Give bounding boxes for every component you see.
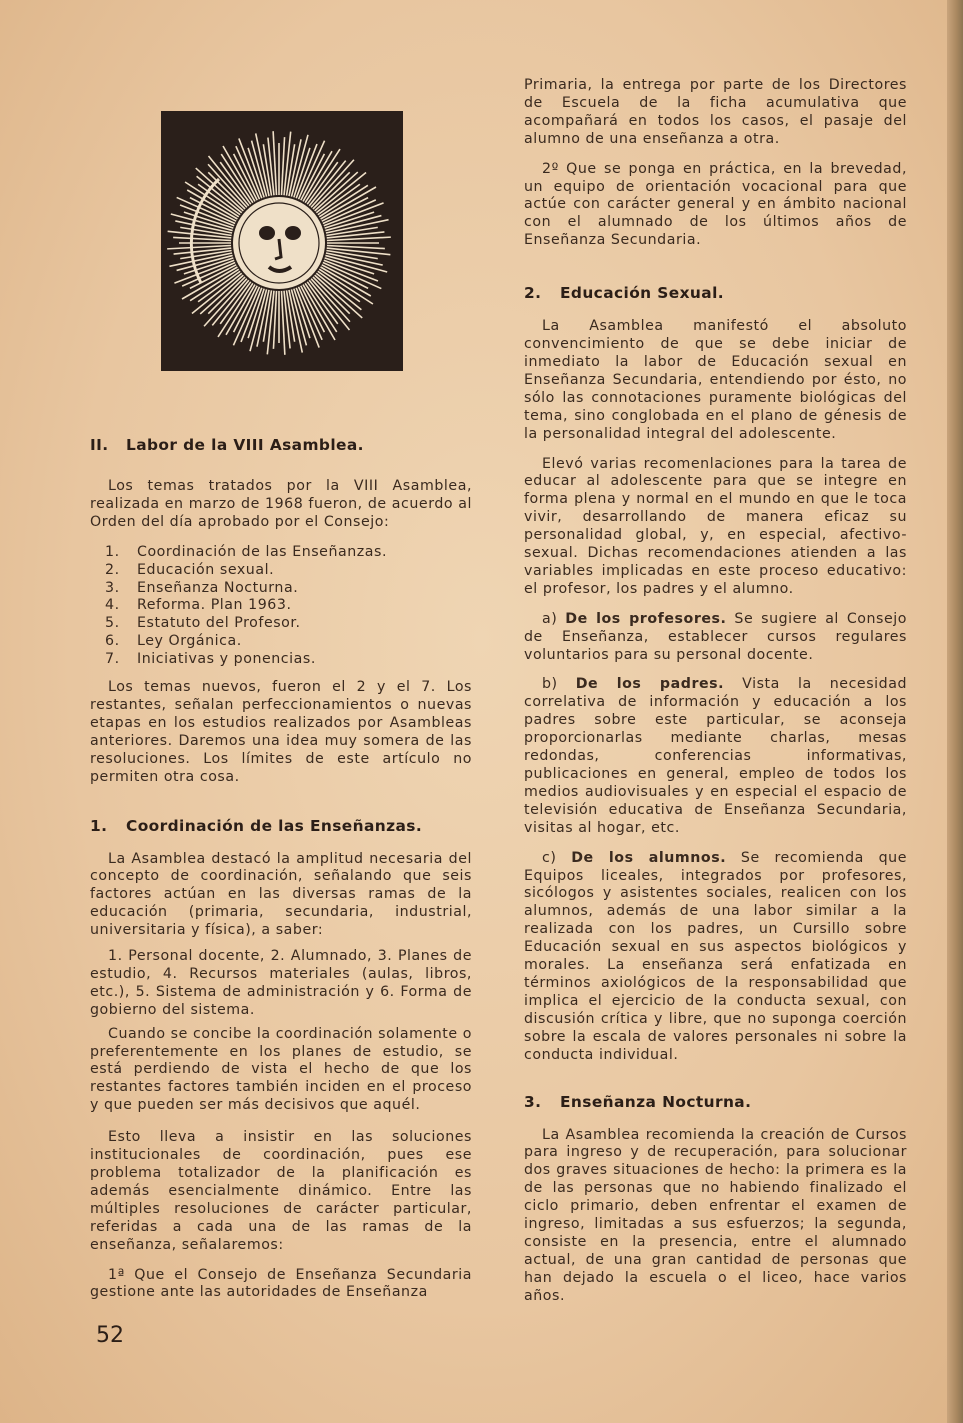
section-heading-1: 1. Coordinación de las Enseñanzas. — [90, 816, 423, 835]
paragraph-c: c) De los alumnos. Se recomienda que Equipos liceales, integrados por profesores, sicólogos y asistentes sociales, realicen con los alumnos, además de una labor similar a la realizada con los padres, un Cursillo sobre Educación sexual en sus aspectos biológicos y morales. La enseñanza será enfatizada en términos axiológicos de la responsabilidad que implica el ejercicio de la conducta sexual, con discusión crítica y libre, que no suponga coerción sobre la escala de valores personales ni sobre la conducta individual. — [524, 849, 907, 1063]
paragraph-a: a) De los profesores. Se sugiere al Consejo de Enseñanza, establecer cursos regulares voluntarios para su personal docente. — [524, 610, 907, 663]
list-item: 3. Enseñanza Nocturna. — [105, 579, 299, 596]
paragraph: Esto lleva a insistir en las soluciones institucionales de coordinación, pues ese problema totalizador de la planificación es además esencialmente dinámico. Entre las múltiples resoluciones de carácter particular, referidas a cada una de las ramas de la enseñanza, señalaremos: — [90, 1129, 472, 1253]
section-heading-ii — [90, 436, 472, 454]
page-edge — [947, 0, 963, 1423]
heading-number: II. — [90, 436, 109, 454]
paragraph: Primaria, la entrega por parte de los Directores de Escuela de la ficha acumulativa que acompañará en todos los casos, el pasaje del alumno de una enseñanza a otra. — [524, 77, 907, 147]
section-heading-2: 2. Educación Sexual. — [524, 284, 724, 303]
paragraph: Elevó varias recomenlaciones para la tarea de educar al adolescente para que se integre en forma plena y normal en el mundo en que le toca vivir, desarrollando de manera eficaz su personalidad global, y, en especial, afectivo-sexual. Dichas recomendaciones atienden a las variables implicadas en este proceso educativo: el profesor, los padres y el alumno. — [524, 455, 907, 597]
paragraph: La Asamblea destacó la amplitud necesaria del concepto de coordinación, señalando que seis factores actúan en las diversas ramas de la educación (primaria, secundaria, industrial, universitaria y física), a saber: — [90, 850, 472, 939]
right-column — [524, 77, 907, 1306]
list-item: 4. Reforma. Plan 1963. — [105, 597, 292, 614]
section-heading-3: 3. Enseñanza Nocturna. — [524, 1092, 752, 1111]
list-item: 7. Iniciativas y ponencias. — [105, 651, 316, 668]
heading-text: Labor de la VIII Asamblea. — [126, 436, 364, 454]
paragraph: La Asamblea recomienda la creación de Cursos para ingreso y de recuperación, para solucionar dos graves situaciones de hecho: la primera es la de las personas que no habiendo finalizado el ciclo primario, deben enfrentar el examen de ingreso, limitadas a sus esfuerzos; la segunda, consiste en la presencia, entre el alumnado actual, de una gran cantidad de personas que han dejado la escuela o el liceo, hace varios años. — [524, 1126, 907, 1304]
paragraph: Los temas nuevos, fueron el 2 y el 7. Los restantes, señalan perfeccionamientos o nuevas etapas en los estudios realizados por Asambleas anteriores. Daremos una idea muy somera de las resoluciones. Los límites de este artículo no permiten otra cosa. — [90, 679, 472, 785]
paragraph: La Asamblea manifestó el absoluto convencimiento de que se debe iniciar de inmediato la labor de Educación sexual en Enseñanza Secundaria, entendiendo por ésto, no sólo las connotaciones puramente biológicas del tema, sino conglobada en el plano de génesis de la personalidad integral del adolescente. — [524, 318, 907, 442]
paragraph: 1ª Que el Consejo de Enseñanza Secundaria gestione ante las autoridades de Enseñanza — [90, 1266, 472, 1301]
list-item: 6. Ley Orgánica. — [105, 633, 242, 650]
paragraph: 1. Personal docente, 2. Alumnado, 3. Planes de estudio, 4. Recursos materiales (aulas, libros, etc.), 5. Sistema de administración y 6. Forma de gobierno del sistema. — [90, 948, 472, 1018]
page-number: 52 — [96, 1323, 124, 1348]
sun-face-icon — [161, 111, 403, 371]
paragraph: Cuando se concibe la coordinación solamente o preferentemente en los planes de estudio, se está perdiendo de vista el hecho de que los restantes factores también inciden en el proceso y que pueden ser más decisivos que aquél. — [90, 1025, 472, 1114]
list-item: 2. Educación sexual. — [105, 561, 275, 578]
topics-list — [90, 544, 472, 669]
paragraph-b: b) De los padres. Vista la necesidad correlativa de información y educación a los padres sobre este particular, se aconseja proporcionarlas mediante charlas, mesas redondas, conferencias informativas, publicaciones en general, empleo de todos los medios audiovisuales y en especial el espacio de televisión educativa de Enseñanza Secundaria, visitas al hogar, etc. — [524, 676, 908, 836]
left-column — [90, 436, 472, 1302]
intro-paragraph: Los temas tratados por la VIII Asamblea, realizada en marzo de 1968 fueron, de acuerdo al Orden del día aprobado por el Consejo: — [90, 478, 472, 530]
paragraph: 2º Que se ponga en práctica, en la brevedad, un equipo de orientación vocacional para que actúe con carácter general y en ámbito nacional con el alumnado de los últimos años de Enseñanza Secundaria. — [524, 160, 907, 249]
list-item: 1. Coordinación de las Enseñanzas. — [105, 543, 388, 560]
list-item: 5. Estatuto del Profesor. — [105, 615, 301, 632]
